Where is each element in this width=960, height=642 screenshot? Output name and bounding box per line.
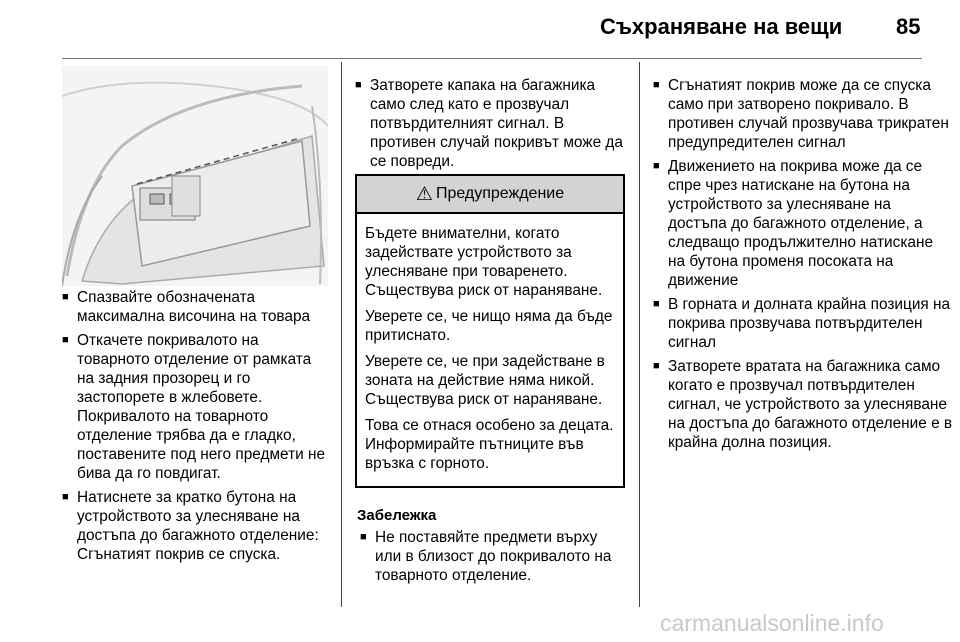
warning-paragraph: Уверете се, че нищо няма да бъде притиснато. (365, 308, 613, 344)
column-1 (62, 288, 330, 569)
warning-triangle-icon: ⚠ (415, 183, 433, 205)
warning-paragraph: Уверете се, че при задействане в зоната на действие няма никой. Съществува риск от нараняване. (365, 353, 605, 408)
list-item: ■ Затворете капака на багажника само след като е прозвучал потвърдителният сигнал. В противен случай покривът може да се повреди. (355, 76, 625, 171)
list-item: ■ Спазвайте обозначената максимална височина на товара (62, 288, 330, 326)
list-item: ■ Сгънатият покрив може да се спуска само при затворено покривало. В противен случай прозвучава трикратен предупредителен сигнал (653, 76, 953, 152)
warning-title: Предупреждение (435, 185, 565, 202)
warning-box (355, 174, 625, 488)
bullet-list (62, 288, 330, 564)
header-divider (62, 58, 922, 59)
list-item: ■ Затворете вратата на багажника само когато е прозвучал потвърдителен сигнал, че устройството за улесняване на достъпа до багажното отделение е в крайна долна позиция. (653, 357, 953, 452)
list-item: ■ Движението на покрива може да се спре чрез натискане на бутона на устройството за улесняване на достъпа до багажното отделение, а следващо продължително натискане на бутона променя посоката на движение (653, 157, 953, 290)
note-body (360, 528, 626, 590)
watermark: carmanualsonline.info (660, 610, 884, 636)
list-item: ■ Откачете покривалото на товарното отделение от рамката на задния прозорец и го застопорете в жлебовете. Покривалото на товарното отделение трябва да е гладко, поставените под него предмети не бива да го повдигат. (62, 331, 330, 483)
column-divider (341, 62, 342, 607)
bullet-list (653, 76, 953, 452)
list-item: ■ В горната и долната крайна позиция на покрива прозвучава потвърдителен сигнал (653, 295, 953, 352)
bullet-list (355, 76, 625, 171)
list-item: ■ Не поставяйте предмети върху или в близост до покривалото на товарното отделение. (360, 528, 626, 585)
trunk-illustration (62, 66, 328, 286)
note-title: Забележка (357, 507, 437, 524)
warning-paragraph: Бъдете внимателни, когато задействате устройството за улесняване при товаренето. Съществува риск от нараняване. (365, 225, 603, 299)
warning-header (357, 176, 623, 214)
page-number: 85 (896, 14, 921, 39)
bullet-list (360, 528, 626, 585)
list-item: ■ Натиснете за кратко бутона на устройството за улесняване на достъпа до багажното отделение: Сгънатият покрив се спуска. (62, 488, 330, 564)
warning-paragraph: Това се отнася особено за децата. Информирайте пътниците във връзка с горното. (365, 417, 614, 472)
column-2 (355, 76, 625, 176)
column-divider (639, 62, 640, 607)
warning-body (357, 214, 623, 486)
column-3 (653, 76, 953, 457)
page-title: Съхраняване на вещи (600, 14, 843, 39)
